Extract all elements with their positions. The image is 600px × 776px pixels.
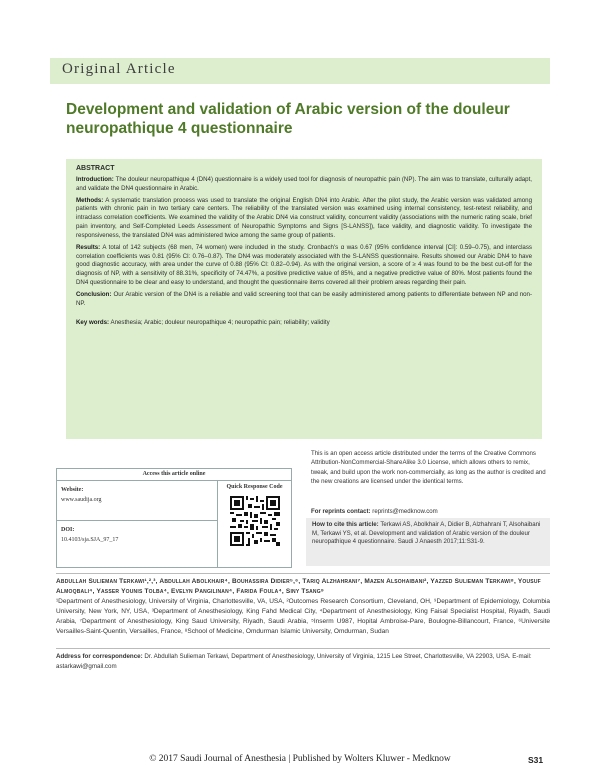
reprints-email[interactable]: reprints@medknow.com bbox=[372, 508, 438, 515]
correspondence-text: Dr. Abdullah Sulieman Terkawi, Department of Anesthesiology, University of Virginia, 1215 Lee Street, Charlottesville, VA 22903, USA. E-mail: astarkawi@gmail.com bbox=[56, 653, 532, 670]
page-number: S31 bbox=[528, 755, 544, 765]
cite-label: How to cite this article: bbox=[312, 521, 379, 528]
abstract-methods bbox=[76, 197, 532, 241]
section-label: Original Article bbox=[62, 61, 176, 77]
doi-value[interactable]: 10.4103/sja.SJA_97_17 bbox=[61, 537, 119, 543]
abstract-conclusion bbox=[76, 291, 532, 309]
correspondence bbox=[56, 652, 550, 671]
affiliations: ¹Department of Anesthesiology, University of Virginia, Charlottesville, VA, USA, ²Outcomes Research Consortium, Cleveland, OH, ⁹Department of Epidemiology, Columbia University, New York, NY, USA, ³Department of Anesthesiology, King Fahd Medical City, ⁴Department of Anesthesiology, King Faisal Specialist Hospital, Riyadh, Saudi Arabia, ⁷Department of Anesthesiology, King Saud University, Riyadh, Saudi Arabia, ⁵Inserm U987, Hopital Ambroise-Pare, Boulogne-Billancourt, France, ⁶Universite Versailles-Saint-Quentin, Versailles, France, ⁸School of Medicine, Omdurman Islamic University, Omdurman, Sudan bbox=[56, 598, 550, 635]
reprints-label: For reprints contact: bbox=[311, 508, 371, 515]
results-text: A total of 142 subjects (68 men, 74 women) were included in the study. Cronbach's α was 0.67 (95% confidence interval [CI]: 0.59–0.75), and interclass correlation coefficients was 0.81 (95% CI: 0.76–0.87). The DN4 was moderately associated with the S-LANSS questionnaire. Results showed our Arabic DN4 to have good diagnostic accuracy, with area under the curve of 0.88 (95% CI: 0.82–0.94). As with the original version, a score of ≥ 4 was found to be the best cut-off for the diagnosis of NP, with a sensitivity of 88.31%, specificity of 74.47%, a positive predictive value of 85%, and a negative predictive value of 80%. Most patients found the DN4 questionnaire to be clear and easy to understand, and thought the questionnaire items covered all their problem areas regarding their pain. bbox=[76, 243, 532, 287]
website-label: Website: bbox=[61, 487, 84, 493]
keywords-text: Anesthesia; Arabic; douleur neuropathique 4; neuropathic pain; reliability; validity bbox=[110, 318, 330, 326]
introduction-text: The douleur neuropathique 4 (DN4) questionnaire is a widely used tool for diagnosis of neuropathic pain (NP). The aim was to translate, culturally adapt, and validate the DN4 questionnaire in Arabic. bbox=[76, 175, 532, 192]
license-text: This is an open access article distributed under the terms of the Creative Commons Attribution-NonCommercial-ShareAlike 3.0 License, which allows others to remix, tweak, and build upon the work non-commercially, as long as the author is credited and the new creations are licensed under the identical terms. bbox=[311, 450, 546, 485]
abstract-results bbox=[76, 244, 532, 288]
abstract-introduction bbox=[76, 176, 532, 194]
correspondence-label: Address for correspondence: bbox=[56, 653, 143, 660]
doi-label: DOI: bbox=[61, 527, 75, 533]
access-online-box bbox=[56, 468, 292, 568]
cite-text: Terkawi AS, Abolkhair A, Didier B, Alzhahrani T, Alsohaibani M, Terkawi YS, et al. Development and validation of Arabic version of the douleur neuropathique 4 questionnaire. Saudi J Anaesth 2017;11:S31-9. bbox=[312, 521, 541, 546]
article-title: Development and validation of Arabic version of the douleur neuropathique 4 questionnaire bbox=[66, 101, 510, 137]
keywords-label: Key words: bbox=[76, 318, 110, 326]
website-cell bbox=[57, 481, 217, 521]
cite-box bbox=[306, 518, 550, 566]
author-list: Abdullah Sulieman Terkawi¹,²,³, Abdullah Abolkhair⁴, Bouhassira Didier⁵,⁶, Tariq Alzhahrani⁷, Mazen Alsohaibani², Yazzed Sulieman Terkawi⁸, Yousuf Almoqbali⁴, Yasser Younis Tolba⁴, Evelyn Pangilinan⁴, Farida Foula⁴, Siny Tsang⁹ bbox=[56, 578, 541, 595]
authors-divider bbox=[56, 573, 550, 574]
conclusion-text: Our Arabic version of the DN4 is a reliable and valid screening tool that can be easily administered among patients to differentiate between NP and non-NP. bbox=[76, 290, 532, 307]
abstract-box bbox=[66, 159, 542, 439]
qr-cell bbox=[218, 481, 291, 567]
access-info bbox=[57, 481, 218, 567]
results-label: Results: bbox=[76, 243, 101, 251]
introduction-label: Introduction: bbox=[76, 175, 114, 183]
methods-label: Methods: bbox=[76, 196, 104, 204]
reprints-line bbox=[311, 507, 549, 516]
website-link[interactable]: www.saudija.org bbox=[61, 497, 102, 503]
access-heading: Access this article online bbox=[57, 469, 291, 481]
journal-footer: © 2017 Saudi Journal of Anesthesia | Published by Wolters Kluwer - Medknow bbox=[149, 754, 451, 764]
qr-label: Quick Response Code bbox=[226, 484, 283, 490]
abstract-keywords bbox=[76, 319, 532, 328]
abstract-heading: ABSTRACT bbox=[76, 165, 115, 172]
qr-code-icon[interactable] bbox=[230, 496, 280, 546]
conclusion-label: Conclusion: bbox=[76, 290, 112, 298]
methods-text: A systematic translation process was used to translate the original English DN4 into Arabic. After the pilot study, the Arabic version was validated among patients with chronic pain in two tertiary care centers. The reliability of the translated version was examined using internal consistency, test-retest reliability, and intraclass correlation coefficients. We examined the validity of the Arabic DN4 via construct validity, concurrent validity (associations with the numeric rating scale, brief pain inventory, and Self-Completed Leeds Assessment of Neuropathic Symptoms and Signs [S-LANSS]), face validity, and diagnostic validity. To investigate the responsiveness, the translated DN4 was administered twice among the same group of patients. bbox=[76, 196, 532, 239]
doi-cell bbox=[57, 521, 217, 543]
correspondence-divider bbox=[56, 648, 550, 649]
